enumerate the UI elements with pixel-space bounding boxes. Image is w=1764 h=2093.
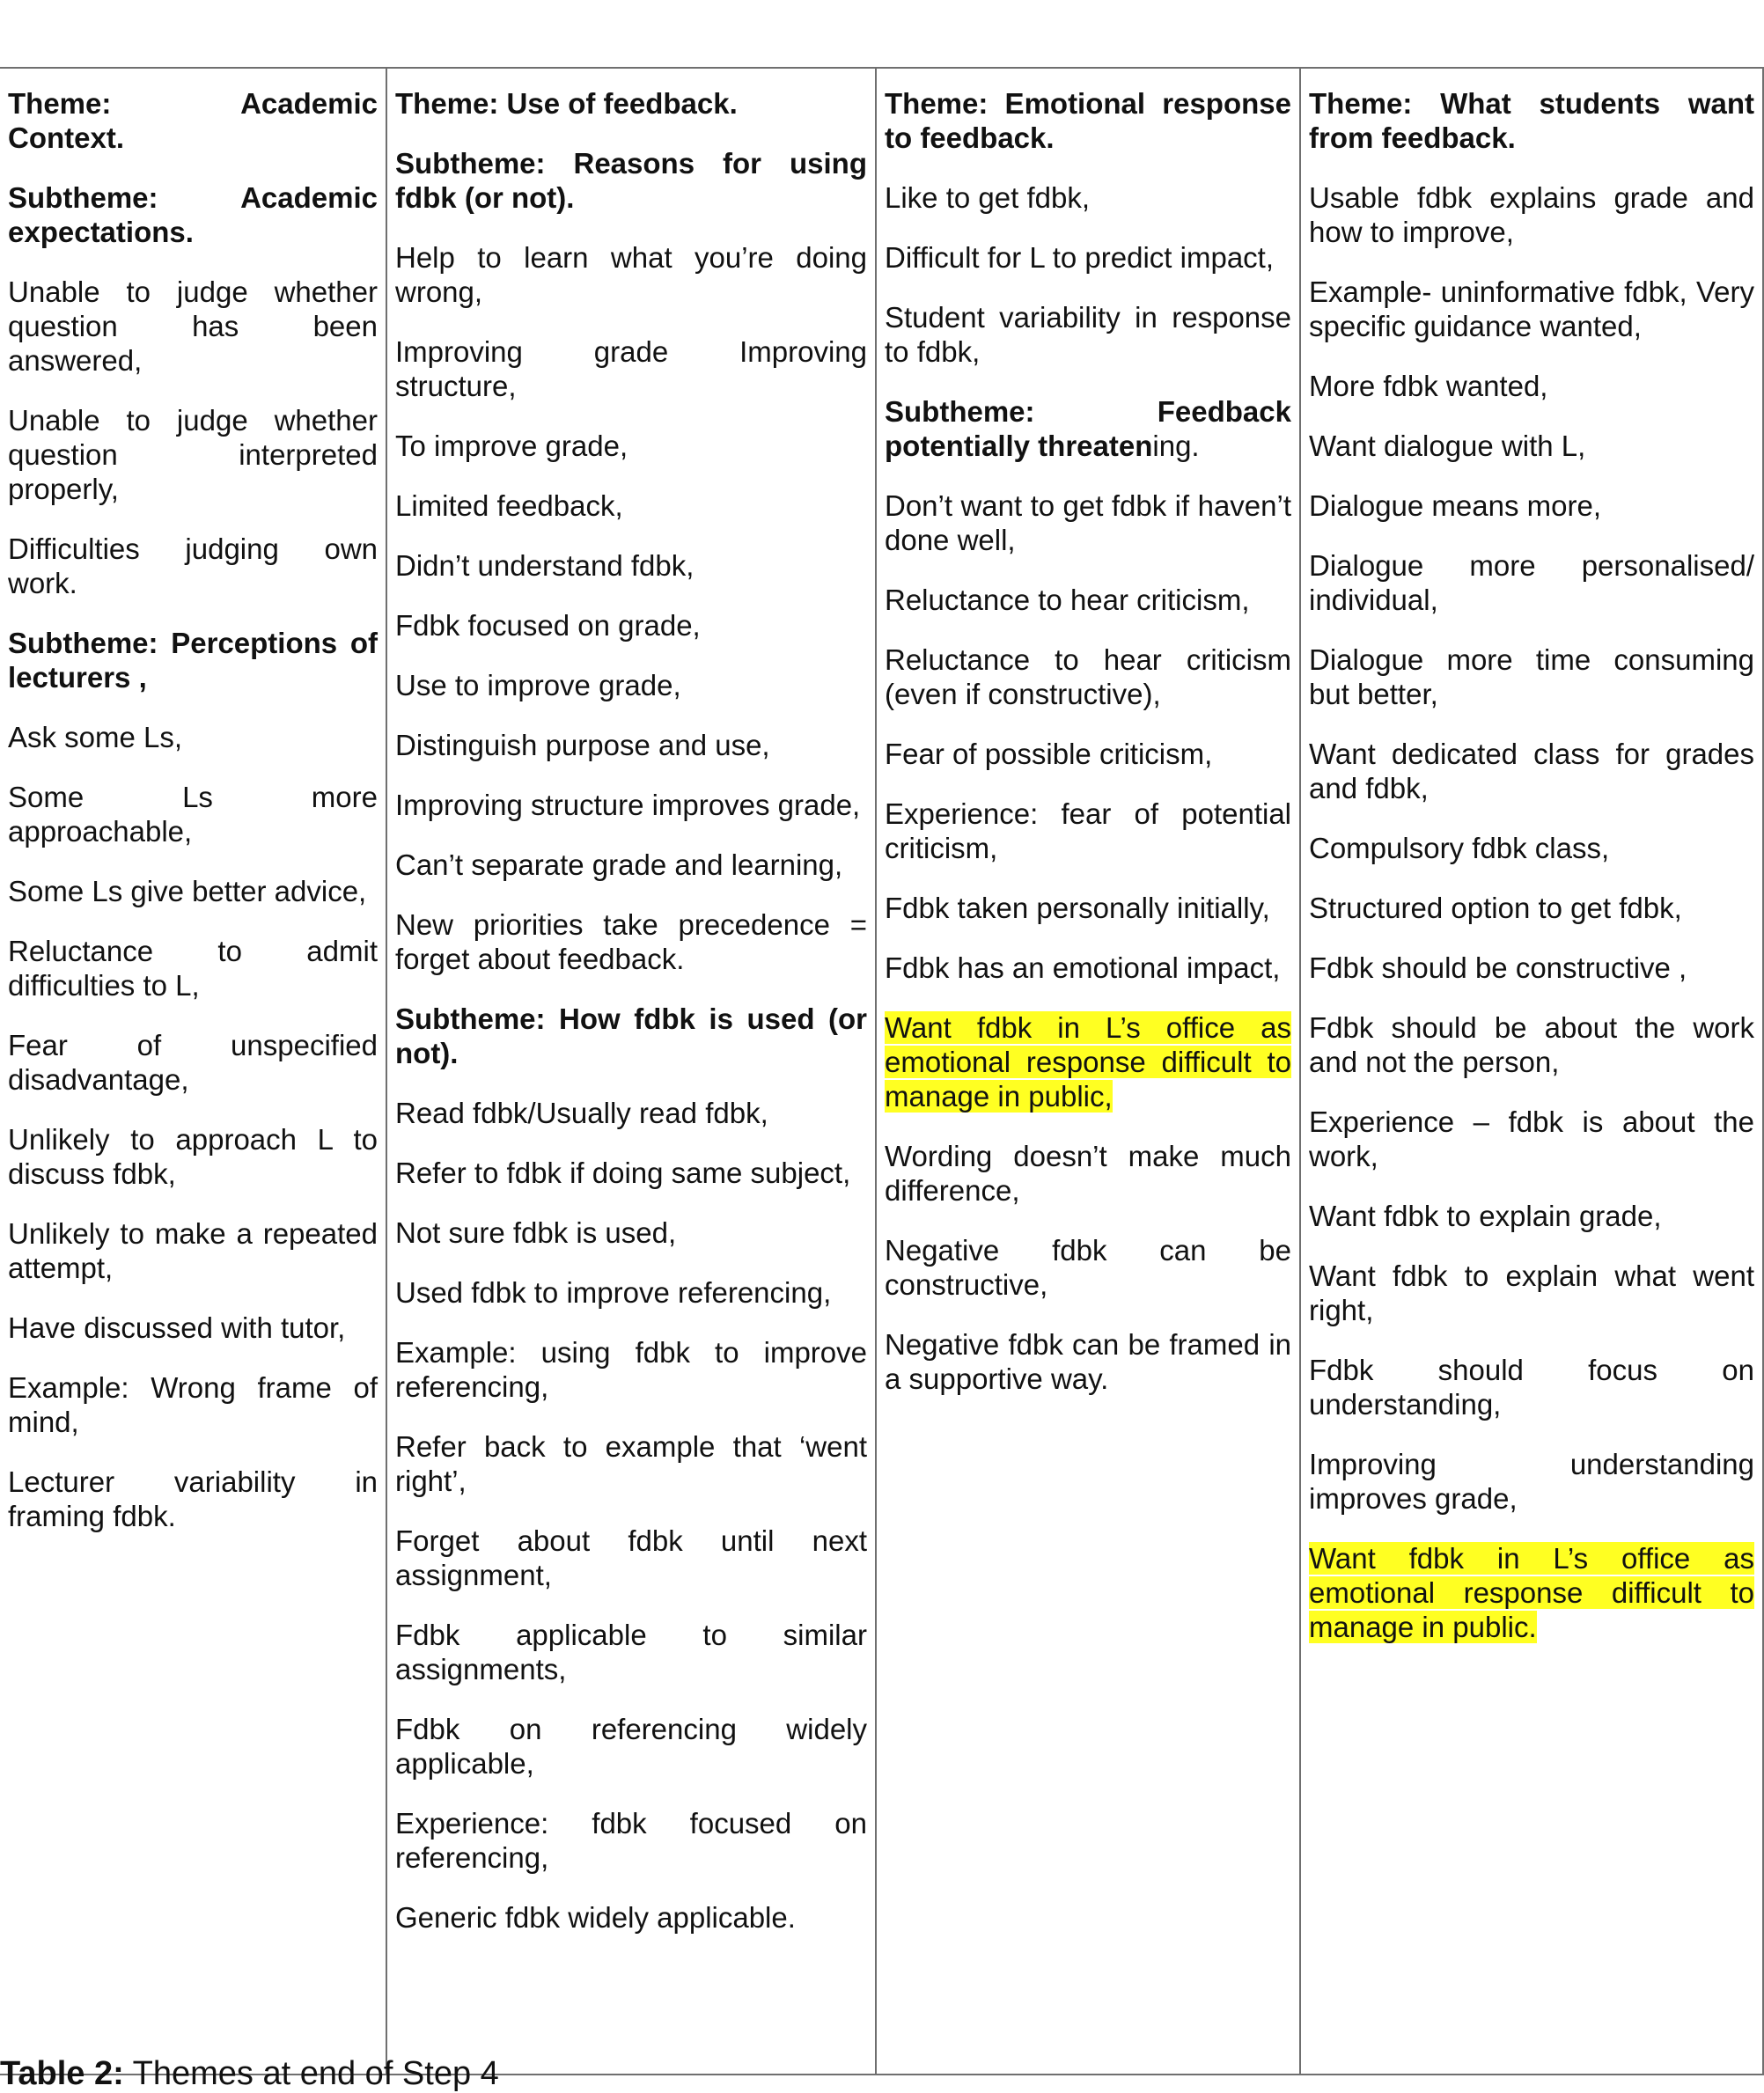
list-item: Fdbk focused on grade, (395, 609, 701, 642)
list-item: Structured option to get fdbk, (1309, 892, 1682, 924)
theme-heading: Theme: What students want from feedback. (1309, 87, 1754, 154)
list-item: Used fdbk to improve referencing, (395, 1276, 832, 1309)
list-item: Use to improve grade, (395, 669, 681, 701)
list-item: Not sure fdbk is used, (395, 1216, 677, 1249)
list-item: Fdbk taken personally initially, (885, 892, 1270, 924)
list-item: Help to learn what you’re doing wrong, (395, 241, 867, 308)
list-item: Forget about fdbk until next assignment, (395, 1524, 867, 1591)
list-item: Unable to judge whether question interpreted properly, (8, 404, 378, 505)
list-item: Ask some Ls, (8, 721, 183, 753)
list-item: Didn’t understand fdbk, (395, 549, 695, 582)
list-item: Refer back to example that ‘went right’, (395, 1430, 867, 1497)
column-what-students-want (1300, 68, 1763, 2075)
list-item: Student variability in response to fdbk, (885, 301, 1291, 368)
list-item: Unlikely to approach L to discuss fdbk, (8, 1123, 378, 1190)
highlighted-entry (1309, 1541, 1754, 1644)
table-caption (0, 2054, 499, 2093)
list-item: Experience – fdbk is about the work, (1309, 1105, 1754, 1172)
theme-heading: Theme: Emotional response to feedback. (885, 87, 1291, 154)
list-item: Negative fdbk can be framed in a supportive way. (885, 1328, 1291, 1395)
highlight-text: Want fdbk in L’s office as emotional response difficult to manage in public. (1309, 1542, 1754, 1643)
list-item: Like to get fdbk, (885, 181, 1090, 214)
list-item: Some Ls more approachable, (8, 781, 378, 848)
list-item: Have discussed with tutor, (8, 1311, 346, 1344)
list-item: Reluctance to hear criticism, (885, 584, 1250, 616)
list-item: Want dialogue with L, (1309, 430, 1586, 462)
themes-table (0, 67, 1764, 2075)
list-item: Distinguish purpose and use, (395, 729, 770, 761)
list-item: Unlikely to make a repeated attempt, (8, 1217, 378, 1284)
list-item: Limited feedback, (395, 489, 623, 522)
list-item: Difficult for L to predict impact, (885, 241, 1275, 274)
caption-label: Table 2: (0, 2055, 124, 2092)
list-item: To improve grade, (395, 430, 628, 462)
highlighted-entry (885, 1010, 1291, 1113)
list-item: Example- uninformative fdbk, Very specific guidance wanted, (1309, 275, 1754, 342)
subtheme-heading: Subtheme: Perceptions of lecturers , (8, 627, 378, 694)
list-item: Improving structure improves grade, (395, 789, 861, 821)
list-item: Fdbk should be constructive , (1309, 951, 1687, 984)
list-item: Unable to judge whether question has been answered, (8, 275, 378, 377)
list-item: Reluctance to admit difficulties to L, (8, 935, 378, 1002)
list-item: Fdbk should be about the work and not the person, (1309, 1011, 1754, 1078)
list-item: Example: Wrong frame of mind, (8, 1371, 378, 1438)
list-item: Fdbk has an emotional impact, (885, 951, 1281, 984)
list-item: Improving grade Improving structure, (395, 335, 867, 402)
subtheme-heading: Subtheme: How fdbk is used (or not). (395, 1002, 867, 1069)
list-item: Want fdbk to explain grade, (1309, 1200, 1662, 1232)
highlight-text: Want fdbk in L’s office as emotional response difficult to manage in public, (885, 1011, 1291, 1113)
list-item: Lecturer variability in framing fdbk. (8, 1465, 378, 1532)
list-item: Some Ls give better advice, (8, 875, 367, 907)
subtheme-heading (885, 394, 1291, 463)
caption-text: Themes at end of Step 4 (123, 2055, 499, 2092)
list-item: Dialogue means more, (1309, 489, 1601, 522)
list-item: New priorities take precedence = forget about feedback. (395, 908, 867, 975)
column-use-of-feedback (386, 68, 876, 2075)
list-item: Experience: fdbk focused on referencing, (395, 1807, 867, 1874)
list-item: Example: using fdbk to improve referencing, (395, 1336, 867, 1403)
list-item: Usable fdbk explains grade and how to improve, (1309, 181, 1754, 248)
list-item: Fdbk should focus on understanding, (1309, 1354, 1754, 1421)
list-item: Fdbk on referencing widely applicable, (395, 1713, 867, 1780)
list-item: Can’t separate grade and learning, (395, 848, 843, 881)
list-item: Difficulties judging own work. (8, 532, 378, 599)
list-item: Refer to fdbk if doing same subject, (395, 1157, 851, 1189)
subtheme-heading-bold: Subtheme: Feedback potentially threaten (885, 395, 1291, 462)
list-item: Negative fdbk can be constructive, (885, 1234, 1291, 1301)
list-item: Fdbk applicable to similar assignments, (395, 1619, 867, 1685)
subtheme-heading: Subtheme: Academic expectations. (8, 181, 378, 248)
list-item: Want dedicated class for grades and fdbk, (1309, 738, 1754, 804)
column-emotional-response (876, 68, 1300, 2075)
list-item: Dialogue more personalised/ individual, (1309, 549, 1754, 616)
list-item: Compulsory fdbk class, (1309, 832, 1610, 864)
theme-heading: Theme: Academic Context. (8, 87, 378, 154)
list-item: Fear of possible criticism, (885, 738, 1213, 770)
list-item: Want fdbk to explain what went right, (1309, 1259, 1754, 1326)
list-item: More fdbk wanted, (1309, 370, 1548, 402)
list-item: Experience: fear of potential criticism, (885, 797, 1291, 864)
list-item: Improving understanding improves grade, (1309, 1448, 1754, 1515)
list-item: Fear of unspecified disadvantage, (8, 1029, 378, 1096)
list-item: Wording doesn’t make much difference, (885, 1140, 1291, 1207)
table-row (0, 68, 1763, 2075)
list-item: Reluctance to hear criticism (even if constructive), (885, 643, 1291, 710)
theme-heading: Theme: Use of feedback. (395, 87, 738, 120)
list-item: Dialogue more time consuming but better, (1309, 643, 1754, 710)
list-item: Generic fdbk widely applicable. (395, 1901, 796, 1934)
subtheme-heading: Subtheme: Reasons for using fdbk (or not). (395, 147, 867, 214)
column-academic-context (0, 68, 386, 2075)
list-item: Don’t want to get fdbk if haven’t done well, (885, 489, 1291, 556)
list-item: Read fdbk/Usually read fdbk, (395, 1097, 768, 1129)
subtheme-heading-rest: ing. (1152, 430, 1200, 462)
